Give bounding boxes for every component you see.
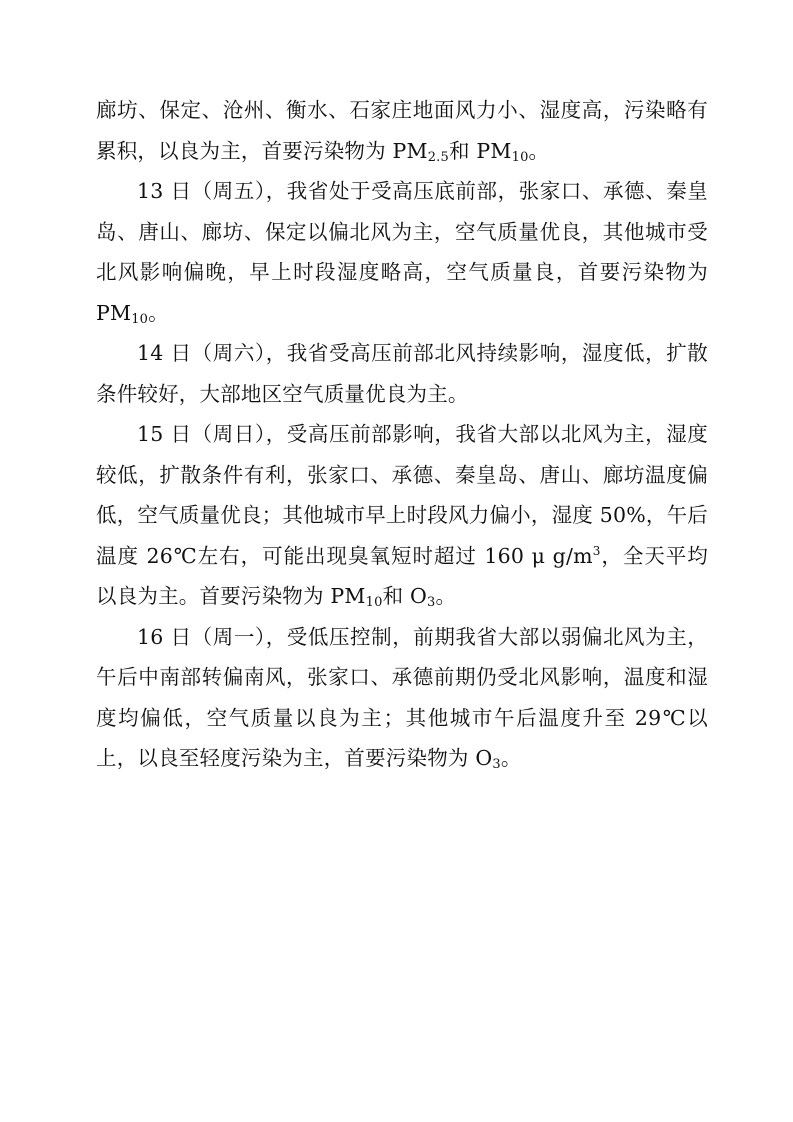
paragraph-day-16: 16 日（周一），受低压控制，前期我省大部以弱偏北风为主，午后中南部转偏南风，张家口、承德前期仍受北风影响，温度和湿度均偏低，空气质量以良为主；其他城市午后温度升至 29℃以上，以良至轻度污染为主，首要污染物为 $O_3$。 — [96, 624, 708, 772]
paragraph-day-15: 15 日（周日），受高压前部影响，我省大部以北风为主，湿度较低，扩散条件有利，张家口、承德、秦皇岛、唐山、廊坊温度偏低，空气质量优良；其他城市早上时段风力偏小，湿度 50%，午后温度 26℃左右，可能出现臭氧短时超过 160 μ $g/m^3$，全天平均以良为主。首要污染物为 $PM_{10}$和 $O_3$。 — [96, 422, 708, 610]
document-page — [96, 90, 708, 779]
paragraph-day-14: 14 日（周六），我省受高压前部北风持续影响，湿度低，扩散条件较好，大部地区空气质量优良为主。 — [96, 341, 708, 406]
paragraph-day-13: 13 日（周五），我省处于受高压底前部，张家口、承德、秦皇岛、唐山、廊坊、保定以偏北风为主，空气质量优良，其他城市受北风影响偏晚，早上时段湿度略高，空气质量良，首要污染物为 $PM_{10}$。 — [96, 179, 708, 327]
paragraph-continuation: 廊坊、保定、沧州、衡水、石家庄地面风力小、湿度高，污染略有累积，以良为主，首要污染物为 $PM_{2.5}$和 $PM_{10}$。 — [96, 98, 708, 165]
